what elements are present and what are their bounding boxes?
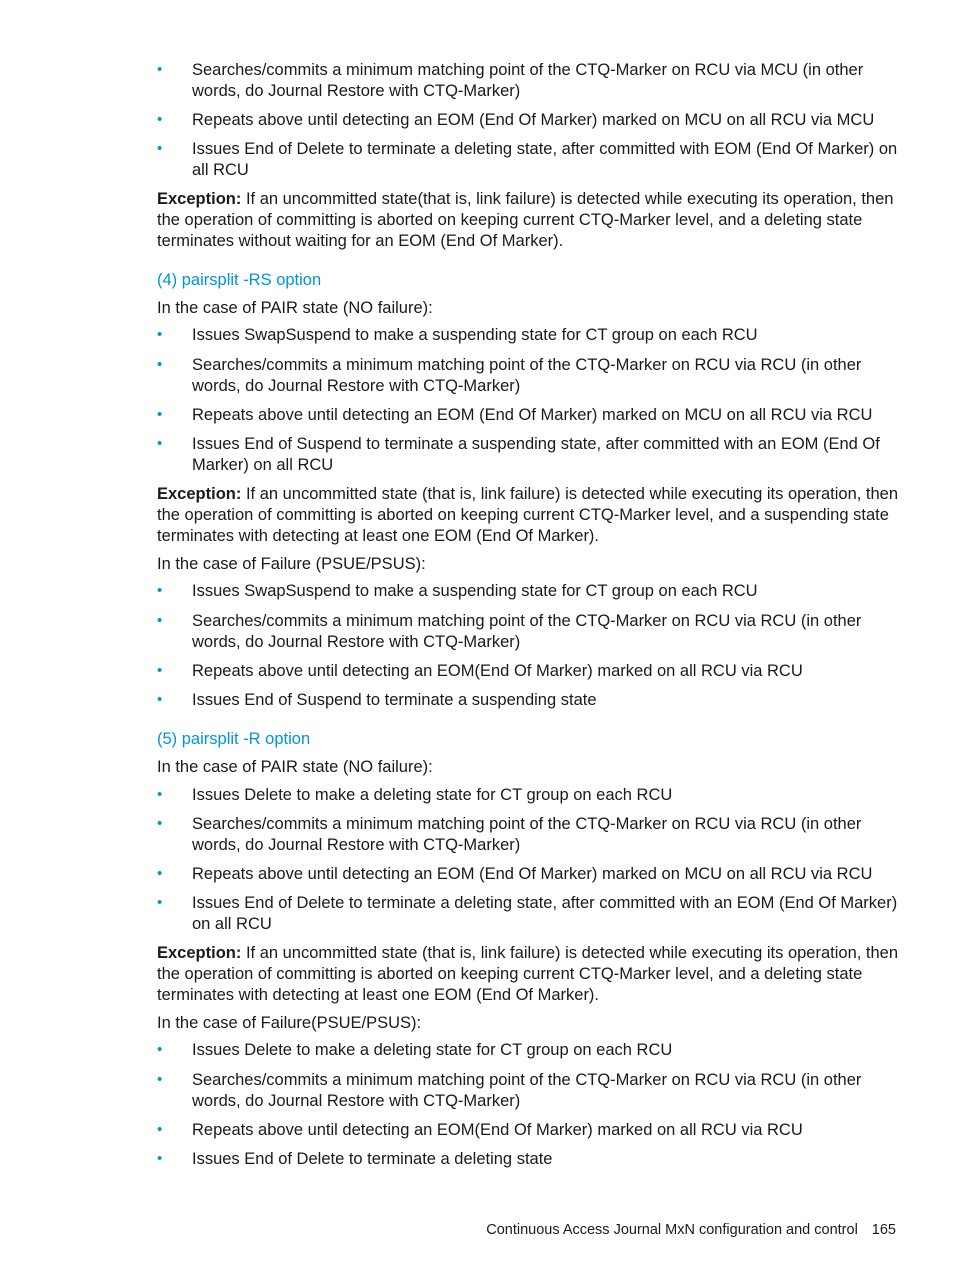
list-item-text: Issues End of Suspend to terminate a suspending state — [192, 691, 597, 710]
bullet-icon: • — [157, 661, 163, 679]
exception-text: If an uncommitted state(that is, link failure) is detected while executing its operation, then the operation of committing is aborted on keeping current CTQ-Marker level, and a deleting state terminates without waiting for an EOM (End Of Marker). — [157, 190, 894, 251]
section-intro: In the case of Failure (PSUE/PSUS): — [157, 554, 426, 573]
bullet-icon: • — [157, 1150, 163, 1168]
list-item — [157, 1120, 902, 1141]
exception-label: Exception: — [157, 190, 242, 209]
list-item-text: Repeats above until detecting an EOM (End Of Marker) marked on MCU on all RCU via RCU — [192, 405, 873, 424]
bullet-list — [157, 325, 902, 475]
list-item — [157, 1040, 902, 1061]
exception-text: If an uncommitted state (that is, link failure) is detected while executing its operation, then the operation of committing is aborted on keeping current CTQ-Marker level, and a suspending state terminates with detecting at least one EOM (End Of Marker). — [157, 485, 899, 545]
bullet-icon: • — [157, 582, 163, 600]
bullet-icon: • — [157, 691, 163, 709]
bullet-icon: • — [157, 864, 163, 882]
list-item — [157, 434, 902, 476]
list-item-text: Searches/commits a minimum matching point of the CTQ-Marker on RCU via RCU (in other words, do Journal Restore with CTQ-Marker) — [192, 355, 862, 395]
bullet-list — [157, 581, 902, 710]
bullet-icon: • — [157, 785, 163, 803]
footer-title: Continuous Access Journal MxN configuration and control — [486, 1222, 858, 1238]
list-item-text: Searches/commits a minimum matching point of the CTQ-Marker on RCU via RCU (in other words, do Journal Restore with CTQ-Marker) — [192, 814, 862, 854]
list-item — [157, 325, 902, 346]
bullet-icon: • — [157, 814, 163, 832]
bullet-icon: • — [157, 611, 163, 629]
list-item — [157, 785, 902, 806]
list-item-text: Issues Delete to make a deleting state for CT group on each RCU — [192, 785, 673, 804]
bullet-icon: • — [157, 1041, 163, 1059]
section-heading: (5) pairsplit -R option — [157, 729, 311, 748]
bullet-icon: • — [157, 1120, 163, 1138]
list-item — [157, 893, 902, 935]
exception-label: Exception: — [157, 944, 242, 963]
list-item-text: Repeats above until detecting an EOM(End Of Marker) marked on all RCU via RCU — [192, 1120, 803, 1139]
list-item-text: Issues End of Suspend to terminate a suspending state, after committed with an EOM (End Of Marker) on all RCU — [192, 435, 880, 474]
section-intro: In the case of PAIR state (NO failure): — [157, 757, 433, 776]
section-heading: (4) pairsplit -RS option — [157, 270, 322, 289]
list-item-text: Issues SwapSuspend to make a suspending state for CT group on each RCU — [192, 582, 758, 601]
list-item-text: Issues End of Delete to terminate a deleting state, after committed with an EOM (End Of Marker) on all RCU — [192, 894, 898, 933]
section-intro: In the case of PAIR state (NO failure): — [157, 298, 433, 317]
page-content — [157, 60, 902, 1178]
list-item — [157, 1070, 902, 1112]
list-item — [157, 110, 902, 131]
list-item-text: Repeats above until detecting an EOM (End Of Marker) marked on MCU on all RCU via MCU — [192, 111, 875, 130]
exception-paragraph — [157, 943, 902, 1005]
list-item — [157, 355, 902, 397]
list-item — [157, 611, 902, 653]
list-item-text: Repeats above until detecting an EOM (End Of Marker) marked on MCU on all RCU via RCU — [192, 864, 873, 883]
list-item — [157, 690, 902, 711]
list-item-text: Issues End of Delete to terminate a deleting state, after committed with EOM (End Of Marker) on all RCU — [192, 140, 898, 180]
bullet-icon: • — [157, 435, 163, 453]
bullet-list — [157, 60, 902, 181]
list-item — [157, 139, 902, 181]
bullet-list — [157, 785, 902, 935]
list-item — [157, 814, 902, 856]
page-number: 165 — [871, 1222, 896, 1238]
exception-paragraph — [157, 189, 902, 251]
exception-text: If an uncommitted state (that is, link failure) is detected while executing its operation, then the operation of committing is aborted on keeping current CTQ-Marker level, and a deleting state terminates with detecting at least one EOM (End Of Marker). — [157, 944, 899, 1004]
bullet-icon: • — [157, 894, 163, 912]
list-item — [157, 405, 902, 426]
list-item — [157, 581, 902, 602]
list-item-text: Issues SwapSuspend to make a suspending state for CT group on each RCU — [192, 326, 758, 345]
list-item-text: Searches/commits a minimum matching point of the CTQ-Marker on RCU via RCU (in other words, do Journal Restore with CTQ-Marker) — [192, 611, 862, 651]
bullet-icon: • — [157, 405, 163, 423]
bullet-icon: • — [157, 355, 163, 373]
bullet-icon: • — [157, 326, 163, 344]
exception-paragraph — [157, 484, 902, 546]
exception-label: Exception: — [157, 485, 242, 504]
section-intro: In the case of Failure(PSUE/PSUS): — [157, 1013, 422, 1032]
bullet-icon: • — [157, 1070, 163, 1088]
page-footer — [486, 1222, 896, 1238]
list-item — [157, 1149, 902, 1170]
list-item — [157, 661, 902, 682]
list-item-text: Repeats above until detecting an EOM(End Of Marker) marked on all RCU via RCU — [192, 661, 803, 680]
bullet-icon: • — [157, 111, 163, 129]
list-item-text: Issues End of Delete to terminate a deleting state — [192, 1150, 553, 1169]
bullet-list — [157, 1040, 902, 1169]
list-item — [157, 60, 902, 102]
list-item-text: Issues Delete to make a deleting state for CT group on each RCU — [192, 1041, 673, 1060]
bullet-icon: • — [157, 140, 163, 158]
list-item-text: Searches/commits a minimum matching point of the CTQ-Marker on RCU via RCU (in other words, do Journal Restore with CTQ-Marker) — [192, 1070, 862, 1110]
list-item-text: Searches/commits a minimum matching point of the CTQ-Marker on RCU via MCU (in other words, do Journal Restore with CTQ-Marker) — [192, 61, 864, 100]
bullet-icon: • — [157, 61, 163, 78]
list-item — [157, 864, 902, 885]
